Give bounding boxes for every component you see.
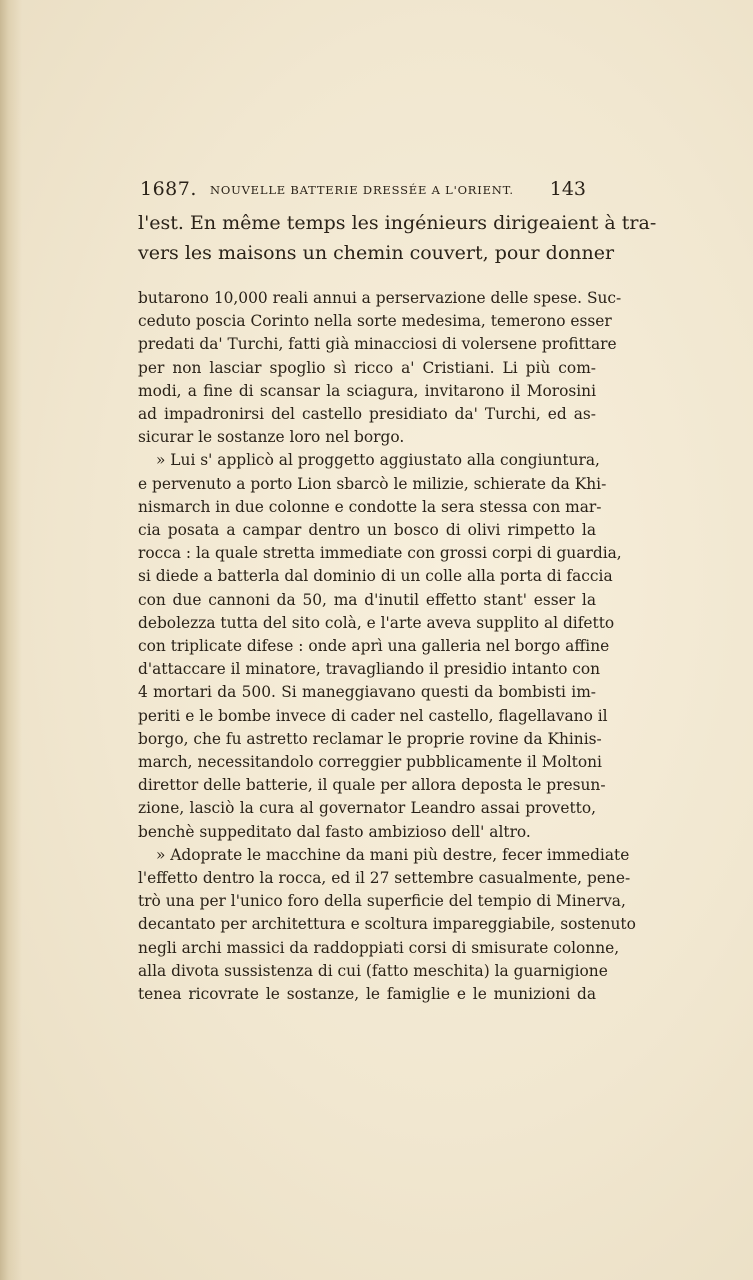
italian-text-line: modi, a fine di scansar la sciagura, invitarono il Morosini: [138, 381, 596, 400]
header-year: 1687.: [140, 178, 197, 200]
page-gutter-shadow: [0, 0, 22, 1280]
italian-text-line: per non lasciar spoglio sì ricco a' Cristiani. Li più com-: [138, 358, 596, 377]
italian-text-block: [138, 287, 636, 1006]
italian-text-line: » Adoprate le macchine da mani più destre, fecer immediate: [156, 845, 630, 864]
italian-text-line: periti e le bombe invece di cader nel castello, flagellavano il: [138, 706, 608, 725]
italian-text-line: direttor delle batterie, il quale per allora deposta le presun-: [138, 776, 606, 795]
italian-text-line: march, necessitandolo correggier pubblicamente il Moltoni: [138, 753, 602, 772]
french-text-line: l'est. En même temps les ingénieurs dirigeaient à tra-: [138, 212, 657, 234]
italian-text-line: butarono 10,000 reali annui a perservazione delle spese. Suc-: [138, 289, 622, 307]
italian-text-line: decantato per architettura e scoltura impareggiabile, sostenuto: [138, 915, 636, 934]
italian-text-line: rocca : la quale stretta immediate con grossi corpi di guardia,: [138, 544, 622, 563]
italian-text-line: ad impadronirsi del castello presidiato da' Turchi, ed as-: [138, 405, 596, 424]
italian-text-line: con due cannoni da 50, ma d'inutil effetto stant' esser la: [138, 590, 596, 609]
italian-text-line: sicurar le sostanze loro nel borgo.: [138, 428, 405, 447]
italian-text-line: trò una per l'unico foro della superficie del tempio di Minerva,: [138, 892, 626, 911]
italian-text-line: alla divota sussistenza di cui (fatto meschita) la guarnigione: [138, 961, 608, 980]
italian-text-line: » Lui s' applicò al proggetto aggiustato alla congiuntura,: [156, 451, 600, 470]
italian-text-line: d'attaccare il minatore, travagliando il presidio intanto con: [138, 660, 601, 679]
italian-text-line: benchè suppeditato dal fasto ambizioso dell' altro.: [138, 822, 531, 841]
italian-text-line: nismarch in due colonne e condotte la sera stessa con mar-: [138, 497, 602, 516]
french-text-block: [138, 208, 657, 268]
running-header: [140, 178, 586, 204]
italian-text-line: e pervenuto a porto Lion sbarcò le milizie, schierate da Khi-: [138, 474, 607, 493]
italian-text-line: l'effetto dentro la rocca, ed il 27 settembre casualmente, pene-: [138, 869, 631, 888]
italian-text-line: si diede a batterla dal dominio di un colle alla porta di faccia: [138, 567, 613, 586]
italian-text-line: 4 mortari da 500. Si maneggiavano questi da bombisti im-: [138, 683, 596, 702]
italian-text-line: ceduto poscia Corinto nella sorte medesima, temerono esser: [138, 312, 612, 331]
italian-text-line: borgo, che fu astretto reclamar le proprie rovine da Khinis-: [138, 729, 602, 748]
italian-text-line: tenea ricovrate le sostanze, le famiglie e le munizioni da: [138, 985, 596, 1004]
page-number: 143: [549, 178, 586, 200]
header-running-title: NOUVELLE BATTERIE DRESSÉE A L'ORIENT.: [210, 183, 514, 197]
italian-text-line: con triplicate difese : onde aprì una galleria nel borgo affine: [138, 637, 610, 656]
italian-text-line: predati da' Turchi, fatti già minacciosi di volersene profittare: [138, 335, 617, 354]
french-text-line: vers les maisons un chemin couvert, pour donner: [138, 242, 615, 264]
italian-text-line: cia posata a campar dentro un bosco di olivi rimpetto la: [138, 521, 596, 540]
italian-text-line: zione, lasciò la cura al governator Leandro assai provetto,: [138, 799, 596, 818]
italian-text-line: debolezza tutta del sito colà, e l'arte aveva supplito al difetto: [138, 613, 615, 632]
italian-text-line: negli archi massici da raddoppiati corsi di smisurate colonne,: [138, 938, 620, 957]
